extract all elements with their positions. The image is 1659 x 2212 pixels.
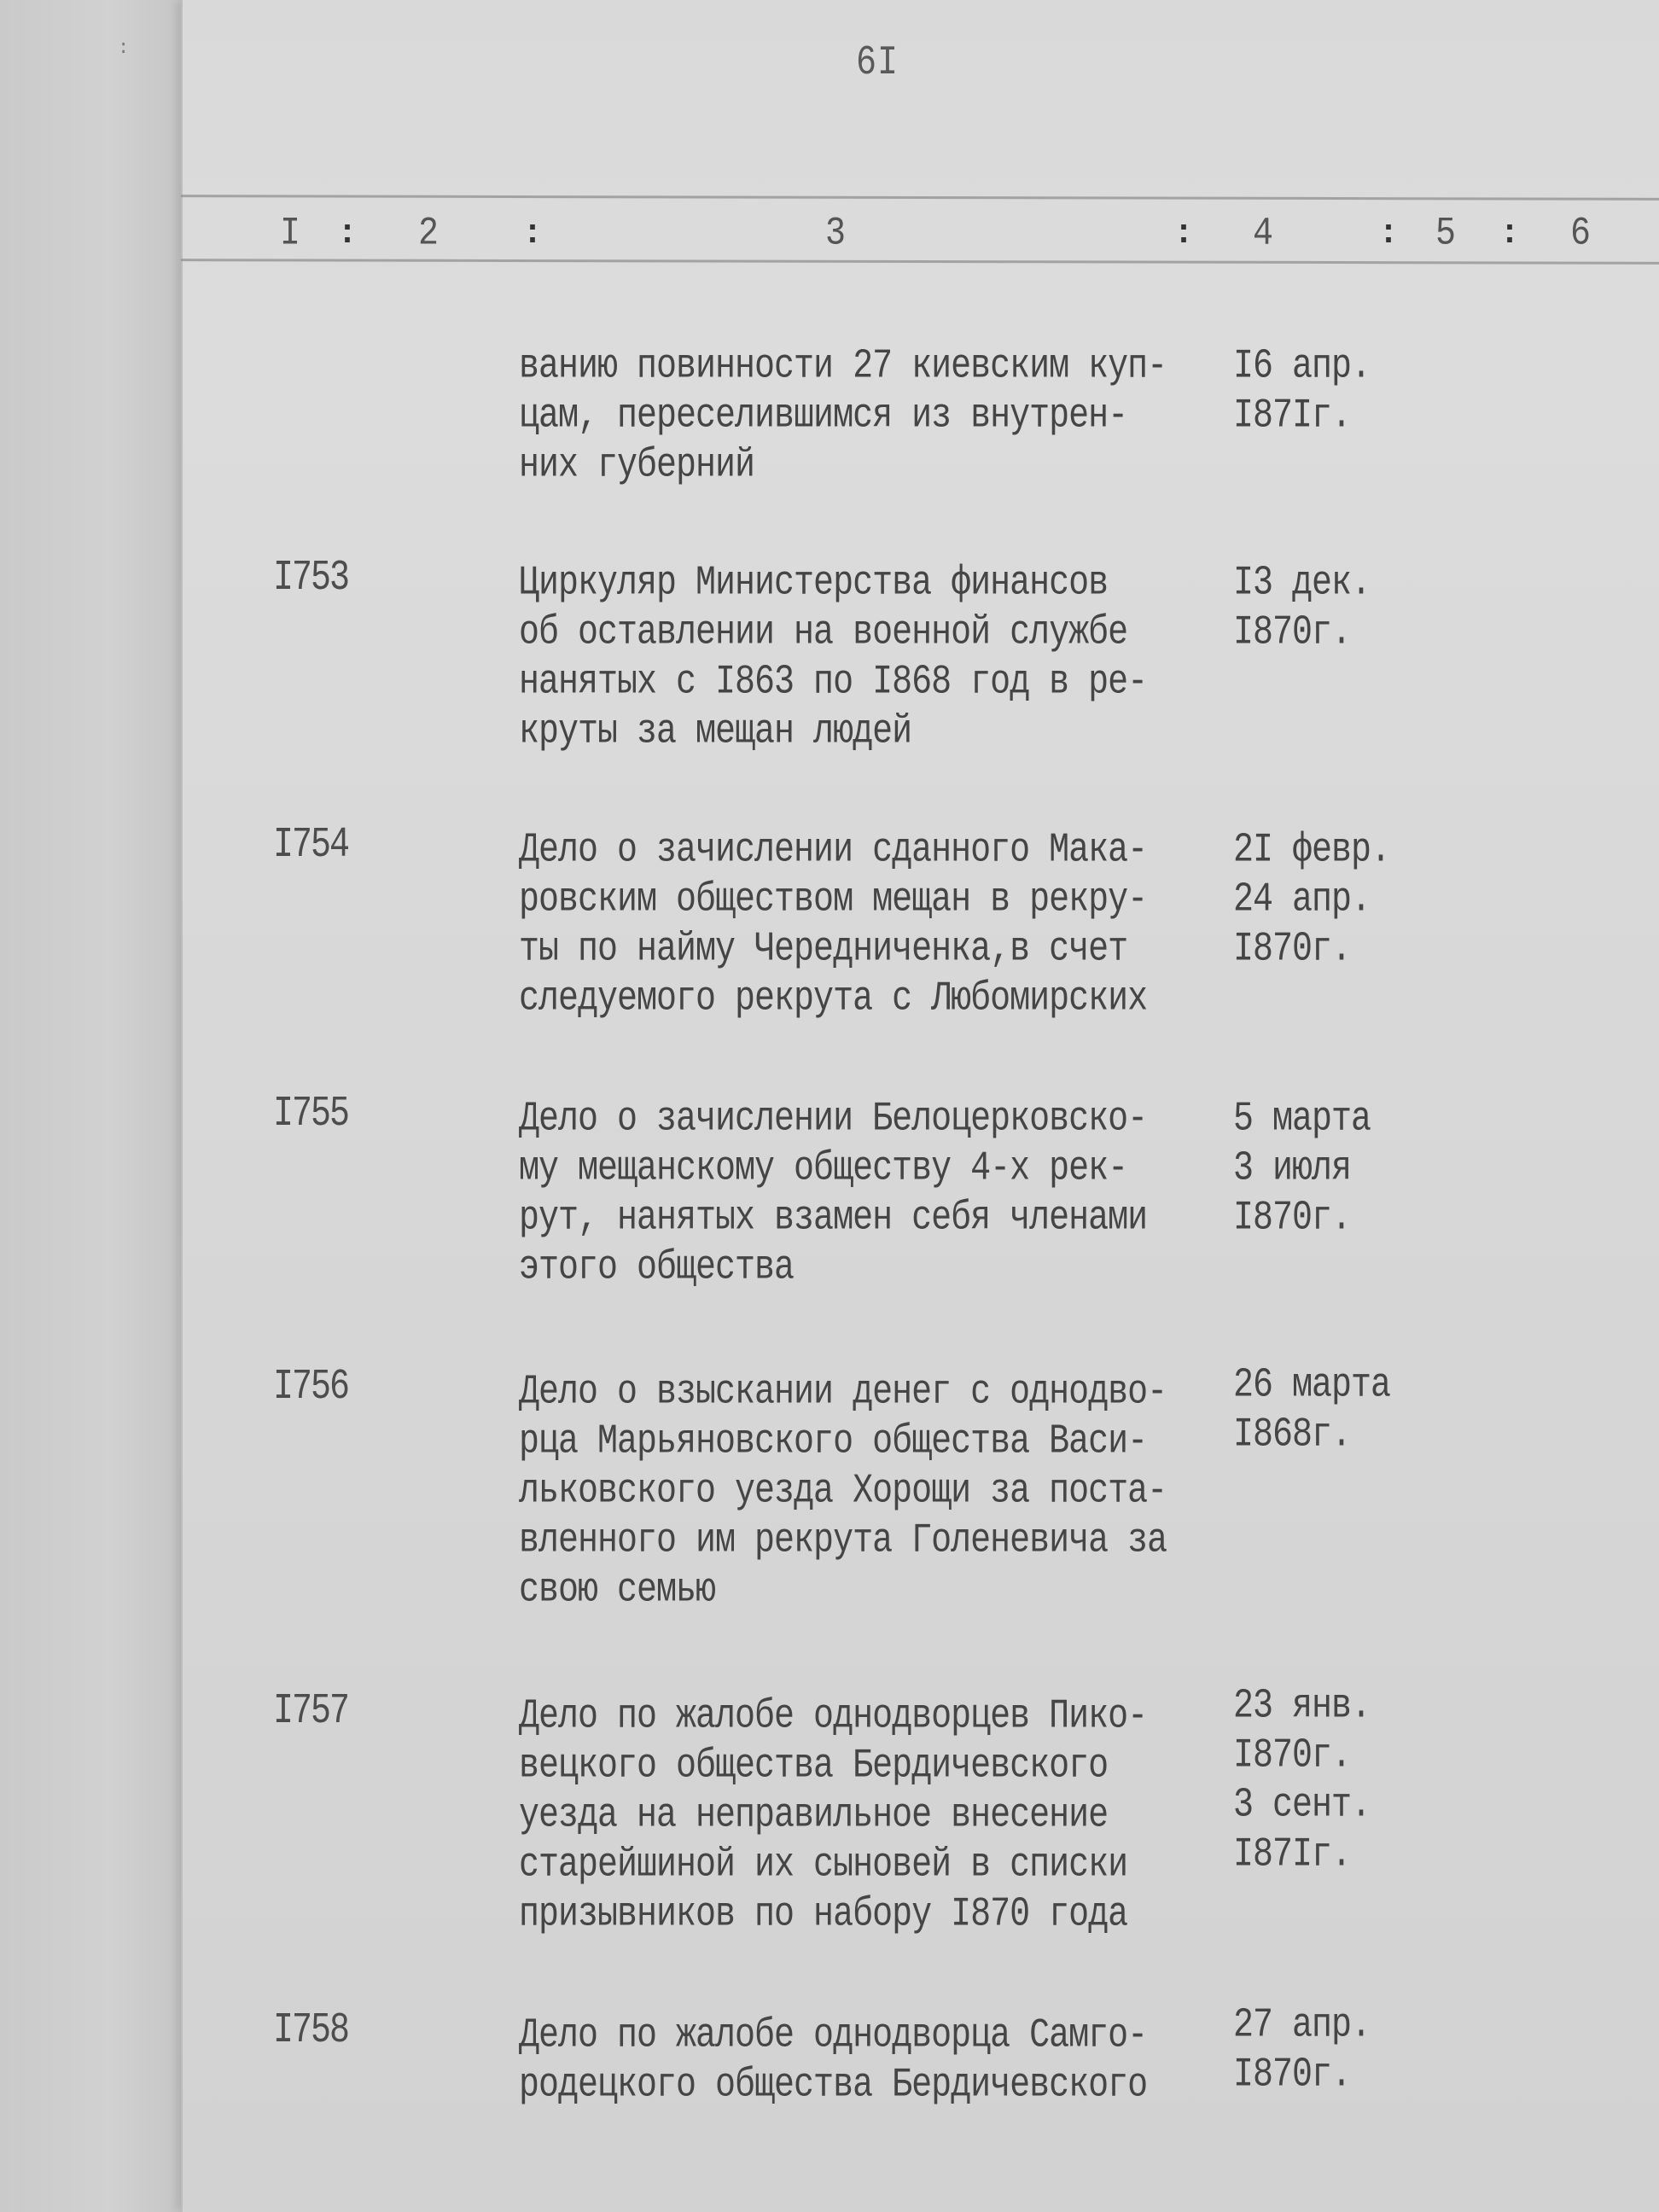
entry-number: I754 bbox=[273, 822, 349, 870]
column-header-5: 5 bbox=[1435, 212, 1457, 257]
description-line: ровским обществом мещан в рекру- bbox=[519, 877, 1148, 924]
column-header-4: 4 bbox=[1253, 212, 1274, 257]
date-line: I870г. bbox=[1233, 610, 1352, 657]
entry-description bbox=[519, 1364, 1219, 1615]
date-line: I870г. bbox=[1233, 1196, 1352, 1243]
description-line: Дело о взыскании денег с однодво- bbox=[519, 1370, 1167, 1417]
entry-description bbox=[519, 822, 1219, 1023]
date-line: 3 сент. bbox=[1233, 1783, 1371, 1830]
column-header-1: I bbox=[280, 212, 301, 257]
description-line: круты за мещан людей bbox=[519, 709, 912, 756]
description-line: этого общества bbox=[519, 1245, 795, 1292]
date-line: 5 марта bbox=[1233, 1097, 1371, 1144]
date-line: 2I февр. bbox=[1233, 828, 1391, 875]
description-line: рца Марьяновского общества Васи- bbox=[519, 1419, 1148, 1466]
entry-dates bbox=[1233, 338, 1455, 440]
description-line: об оставлении на военной службе bbox=[519, 610, 1128, 657]
entry-description bbox=[519, 2007, 1219, 2110]
date-line: I3 дек. bbox=[1233, 561, 1371, 608]
date-line: I868г. bbox=[1233, 1412, 1352, 1459]
date-line: 3 июля bbox=[1233, 1146, 1352, 1193]
date-line: I6 апр. bbox=[1233, 344, 1371, 391]
entry-dates bbox=[1233, 1678, 1455, 1879]
description-line: рут, нанятых взамен себя членами bbox=[519, 1196, 1148, 1243]
entry-description bbox=[519, 1091, 1219, 1292]
column-header-6: 6 bbox=[1570, 212, 1592, 257]
description-line: ты по найму Чередниченка,в счет bbox=[519, 927, 1128, 974]
entry-dates bbox=[1233, 555, 1455, 657]
description-line: Дело о зачислении сданного Мака- bbox=[519, 828, 1148, 875]
entry-dates bbox=[1233, 1997, 1455, 2099]
description-line: льковского уезда Хорощи за поста- bbox=[519, 1469, 1167, 1516]
column-separator: : bbox=[337, 215, 358, 253]
description-line: цам, переселившимся из внутрен- bbox=[519, 393, 1128, 440]
entry-description bbox=[519, 338, 1219, 490]
description-line: ванию повинности 27 киевским куп- bbox=[519, 344, 1167, 391]
description-line: вецкого общества Бердичевского bbox=[519, 1743, 1109, 1790]
description-line: Циркуляр Министерства финансов bbox=[519, 561, 1109, 608]
entry-number: I755 bbox=[273, 1091, 349, 1139]
description-line: му мещанскому обществу 4-х рек- bbox=[519, 1146, 1128, 1193]
description-line: нанятых с I863 по I868 год в ре- bbox=[519, 660, 1148, 707]
date-line: I870г. bbox=[1233, 2052, 1352, 2099]
page-number: 6I bbox=[856, 40, 899, 87]
entry-dates bbox=[1233, 822, 1455, 974]
description-line: Дело по жалобе однодворца Самго- bbox=[519, 2013, 1148, 2060]
description-line: уезда на неправильное внесение bbox=[519, 1793, 1109, 1840]
description-line: Дело о зачислении Белоцерковско- bbox=[519, 1097, 1148, 1144]
date-line: I870г. bbox=[1233, 1733, 1352, 1780]
description-line: вленного им рекрута Голеневича за bbox=[519, 1518, 1167, 1565]
entry-description bbox=[519, 555, 1219, 756]
date-line: 23 янв. bbox=[1233, 1684, 1371, 1731]
date-line: 26 марта bbox=[1233, 1363, 1391, 1410]
date-line: I87Iг. bbox=[1233, 1832, 1352, 1879]
column-header-3: 3 bbox=[825, 212, 847, 257]
entry-dates bbox=[1233, 1091, 1455, 1243]
entry-number: I757 bbox=[273, 1688, 349, 1737]
description-line: старейшиной их сыновей в списки bbox=[519, 1842, 1128, 1889]
date-line: 27 апр. bbox=[1233, 2003, 1371, 2050]
date-line: 24 апр. bbox=[1233, 877, 1371, 924]
entry-number: I758 bbox=[273, 2007, 349, 2056]
column-separator: : bbox=[1378, 215, 1400, 253]
column-header-2: 2 bbox=[418, 212, 439, 257]
description-line: призывников по набору I870 года bbox=[519, 1892, 1128, 1939]
column-separator: : bbox=[1499, 215, 1521, 253]
column-separator: : bbox=[1173, 215, 1195, 253]
left-page-edge bbox=[0, 0, 183, 2212]
left-page-mark: : bbox=[118, 38, 130, 59]
entry-number: I753 bbox=[273, 555, 349, 603]
entry-description bbox=[519, 1688, 1219, 1939]
entry-number: I756 bbox=[273, 1364, 349, 1412]
description-line: Дело по жалобе однодворцев Пико- bbox=[519, 1694, 1148, 1741]
description-line: родецкого общества Бердичевского bbox=[519, 2063, 1148, 2110]
description-line: них губерний bbox=[519, 443, 755, 490]
entry-dates bbox=[1233, 1357, 1455, 1459]
date-line: I87Iг. bbox=[1233, 393, 1352, 440]
description-line: следуемого рекрута с Любомирских bbox=[519, 976, 1148, 1023]
column-separator: : bbox=[522, 215, 544, 253]
description-line: свою семью bbox=[519, 1568, 716, 1615]
date-line: I870г. bbox=[1233, 927, 1352, 974]
